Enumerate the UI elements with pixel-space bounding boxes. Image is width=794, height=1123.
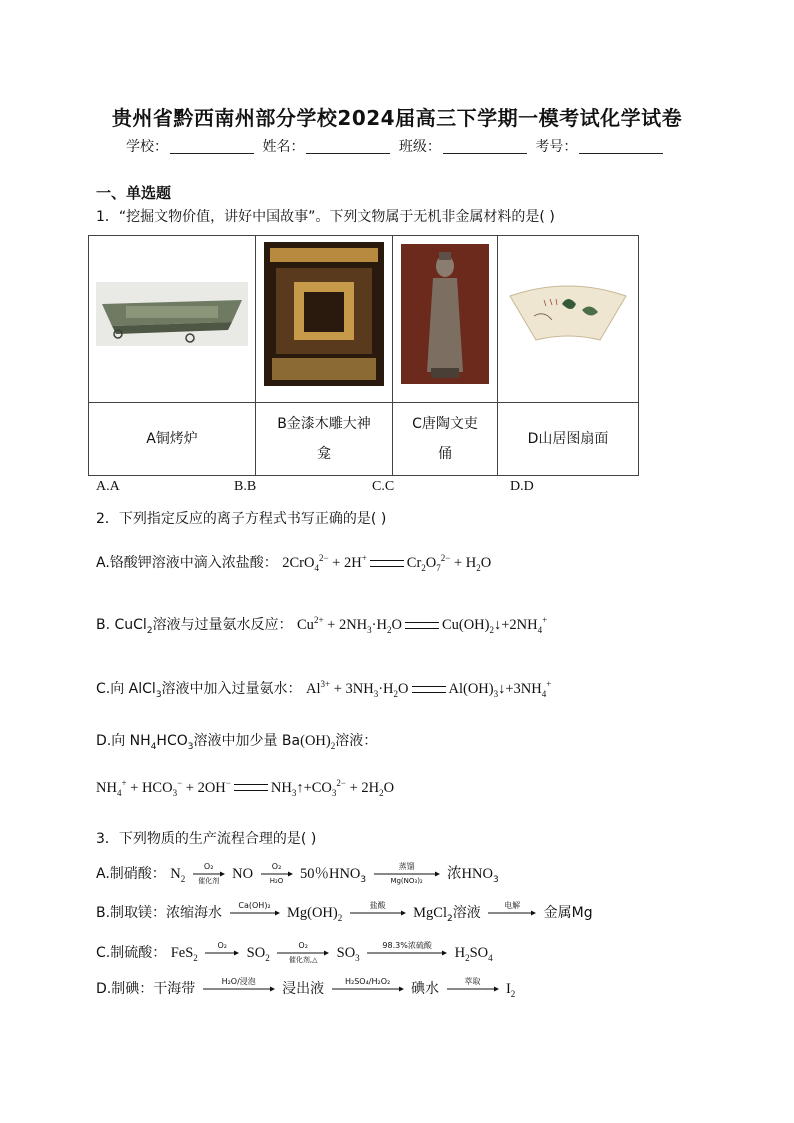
- arrow-icon: 盐酸: [350, 910, 406, 916]
- arrow-icon: O₂ H₂O: [261, 871, 293, 877]
- q3-option-d[interactable]: D.制碘：干海带 H₂O/浸泡 浸出液 H₂SO₄/H₂O₂ 碘水 萃取 $I_2$: [96, 977, 516, 999]
- artifact-label-b: B金漆木雕大神 龛: [256, 403, 393, 476]
- choice-c[interactable]: C.C: [372, 479, 395, 494]
- arrow-icon: 电解: [488, 910, 536, 916]
- artifact-image-a: [89, 236, 256, 403]
- exam-title: 贵州省黔西南州部分学校2024届高三下学期一模考试化学试卷: [111, 106, 683, 130]
- q3-option-a[interactable]: A.制硝酸： $N_2$ O₂ 催化剂 NO O₂ H₂O 50％$HNO_3$ 蒸馏 Mg(NO₃)₂ 浓$HNO_3$: [96, 862, 499, 885]
- artifact-label-d: D山居图扇面: [498, 403, 639, 476]
- fan-painting-image: [504, 282, 632, 346]
- question-3-text: 3．下列物质的生产流程合理的是( ): [96, 831, 317, 847]
- arrow-icon: O₂: [205, 950, 239, 956]
- arrow-icon: H₂O/浸泡: [203, 986, 275, 992]
- artifact-image-c: [393, 236, 498, 403]
- arrow-icon: 蒸馏 Mg(NO₃)₂: [374, 871, 440, 877]
- choice-b[interactable]: B.B: [234, 479, 257, 494]
- arrow-icon: O₂ 催化剂: [193, 871, 225, 877]
- student-info-line: [126, 136, 667, 156]
- bronze-stove-image: [96, 282, 248, 346]
- school-blank[interactable]: [170, 139, 254, 154]
- pottery-figurine-image: [401, 244, 489, 384]
- number-blank[interactable]: [579, 139, 663, 154]
- q3-option-c[interactable]: C.制硫酸： FeS$_2$ O₂ $SO_2$ O₂ 催化剂,△ $SO_3$ 98.3%浓硫酸 $H_2SO_4$: [96, 941, 493, 964]
- artifact-label-c: C唐陶文吏 俑: [393, 403, 498, 476]
- arrow-icon: O₂ 催化剂,△: [277, 950, 329, 956]
- school-label: 学校：: [126, 139, 168, 155]
- arrow-icon: Ca(OH)₂: [230, 910, 280, 916]
- q3-option-b[interactable]: B.制取镁：浓缩海水 Ca(OH)₂ $Mg(OH)_2$ 盐酸 MgCl$_2$溶液 电解 金属Mg: [96, 901, 593, 924]
- q2-option-c[interactable]: C.向 AlCl$_3$溶液中加入过量氨水： $Al^{3+} + 3NH_3\cdot H_2O$ $Al(OH)_3↓+3NH_4^+$: [96, 679, 552, 700]
- artifact-label-a: A铜烤炉: [89, 403, 256, 476]
- choice-a[interactable]: A.A: [96, 479, 120, 494]
- artifact-image-b: [256, 236, 393, 403]
- q2-option-d[interactable]: D.向 $NH_4HCO_3$溶液中加少量 $Ba(OH)_2$溶液：: [96, 733, 378, 752]
- choice-d[interactable]: D.D: [510, 479, 534, 494]
- q2-option-a[interactable]: A.铬酸钾溶液中滴入浓盐酸： 2CrO$_4^{2-}$ + 2H+ $Cr_2O_7^{2-} + H_2O$: [96, 553, 492, 573]
- artifact-table: [88, 235, 639, 476]
- question-1-text: 1．“挖掘文物价值，讲好中国故事”。下列文物属于无机非金属材料的是( ): [96, 209, 555, 225]
- section-heading: 一、单选题: [96, 184, 172, 202]
- q2-option-b[interactable]: B. CuCl$_2$溶液与过量氨水反应： $Cu^{2+} + 2NH_3\cdot H_2O$ $Cu(OH)_2↓+2NH_4^+$: [96, 615, 548, 636]
- q2-option-d-equation: $NH_4^+ + HCO_3^- + 2OH^-$ $NH_3↑+CO_3^{2-} + 2H_2O$: [96, 778, 395, 798]
- name-blank[interactable]: [306, 139, 390, 154]
- question-2-text: 2．下列指定反应的离子方程式书写正确的是( ): [96, 511, 387, 527]
- arrow-icon: 98.3%浓硫酸: [367, 950, 447, 956]
- class-blank[interactable]: [443, 139, 527, 154]
- number-label: 考号：: [535, 139, 578, 155]
- class-label: 班级：: [398, 139, 441, 155]
- name-label: 姓名：: [262, 139, 305, 155]
- arrow-icon: H₂SO₄/H₂O₂: [332, 986, 404, 992]
- arrow-icon: 萃取: [447, 986, 499, 992]
- artifact-image-d: [498, 236, 639, 403]
- wood-shrine-image: [264, 242, 384, 386]
